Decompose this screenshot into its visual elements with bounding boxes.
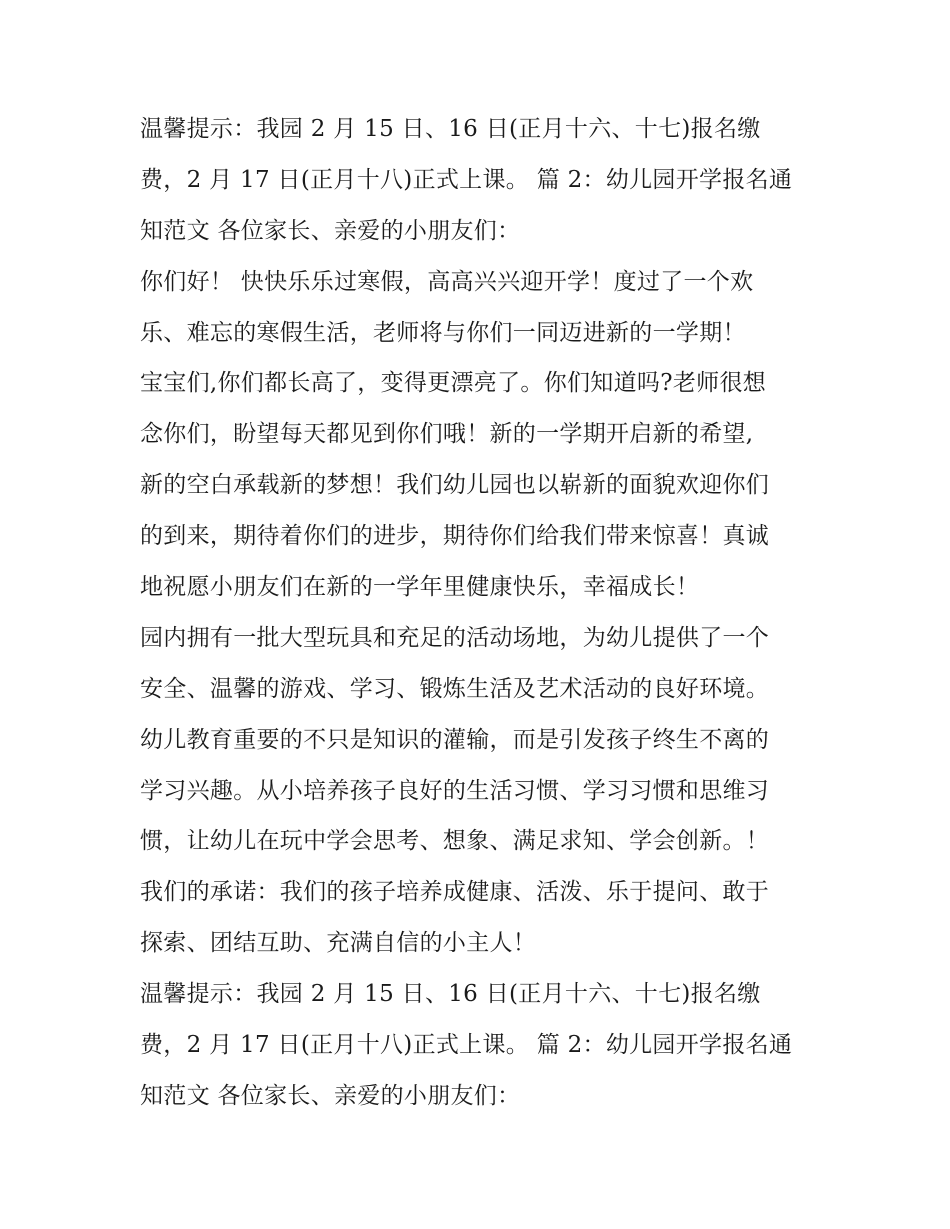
text-line: 我们的承诺：我们的孩子培养成健康、活泼、乐于提问、敢于 <box>140 879 770 906</box>
text-line: 温馨提示：我园 2 月 15 日、16 日(正月十六、十七)报名缴 <box>140 116 761 142</box>
text-line: 宝宝们,你们都长高了，变得更漂亮了。你们知道吗?老师很想 <box>140 370 767 397</box>
text-line: 幼儿教育重要的不只是知识的灌输，而是引发孩子终生不离的 <box>140 726 770 753</box>
text-line: 学习兴趣。从小培养孩子良好的生活习惯、学习习惯和思维习 <box>140 777 770 804</box>
text-line: 安全、温馨的游戏、学习、锻炼生活及艺术活动的良好环境。 <box>140 675 770 702</box>
text-line: 温馨提示：我园 2 月 15 日、16 日(正月十六、十七)报名缴 <box>140 981 761 1008</box>
text-line: 新的空白承载新的梦想！我们幼儿园也以崭新的面貌欢迎你们 <box>140 472 770 499</box>
text-line: 你们好！ 快快乐乐过寒假，高高兴兴迎开学！度过了一个欢 <box>140 268 754 295</box>
text-line: 探索、团结互助、充满自信的小主人！ <box>140 930 537 957</box>
text-line: 乐、难忘的寒假生活，老师将与你们一同迈进新的一学期！ <box>140 319 746 346</box>
text-line: 知范文 各位家长、亲爱的小朋友们： <box>140 1082 521 1109</box>
text-line: 知范文 各位家长、亲爱的小朋友们： <box>140 217 521 244</box>
text-line: 惯，让幼儿在玩中学会思考、想象、满足求知、学会创新。！ <box>140 828 770 855</box>
text-line: 的到来，期待着你们的进步，期待你们给我们带来惊喜！真诚 <box>140 523 770 550</box>
text-line: 园内拥有一批大型玩具和充足的活动场地，为幼儿提供了一个 <box>140 624 770 651</box>
text-line: 费，2 月 17 日(正月十八)正式上课。 篇 2：幼儿园开学报名通 <box>140 166 793 193</box>
text-line: 地祝愿小朋友们在新的一学年里健康快乐，幸福成长！ <box>140 574 700 601</box>
text-line: 念你们，盼望每天都见到你们哦！新的一学期开启新的希望, <box>140 421 754 448</box>
document-page <box>140 104 830 1122</box>
text-line: 费，2 月 17 日(正月十八)正式上课。 篇 2：幼儿园开学报名通 <box>140 1032 793 1059</box>
